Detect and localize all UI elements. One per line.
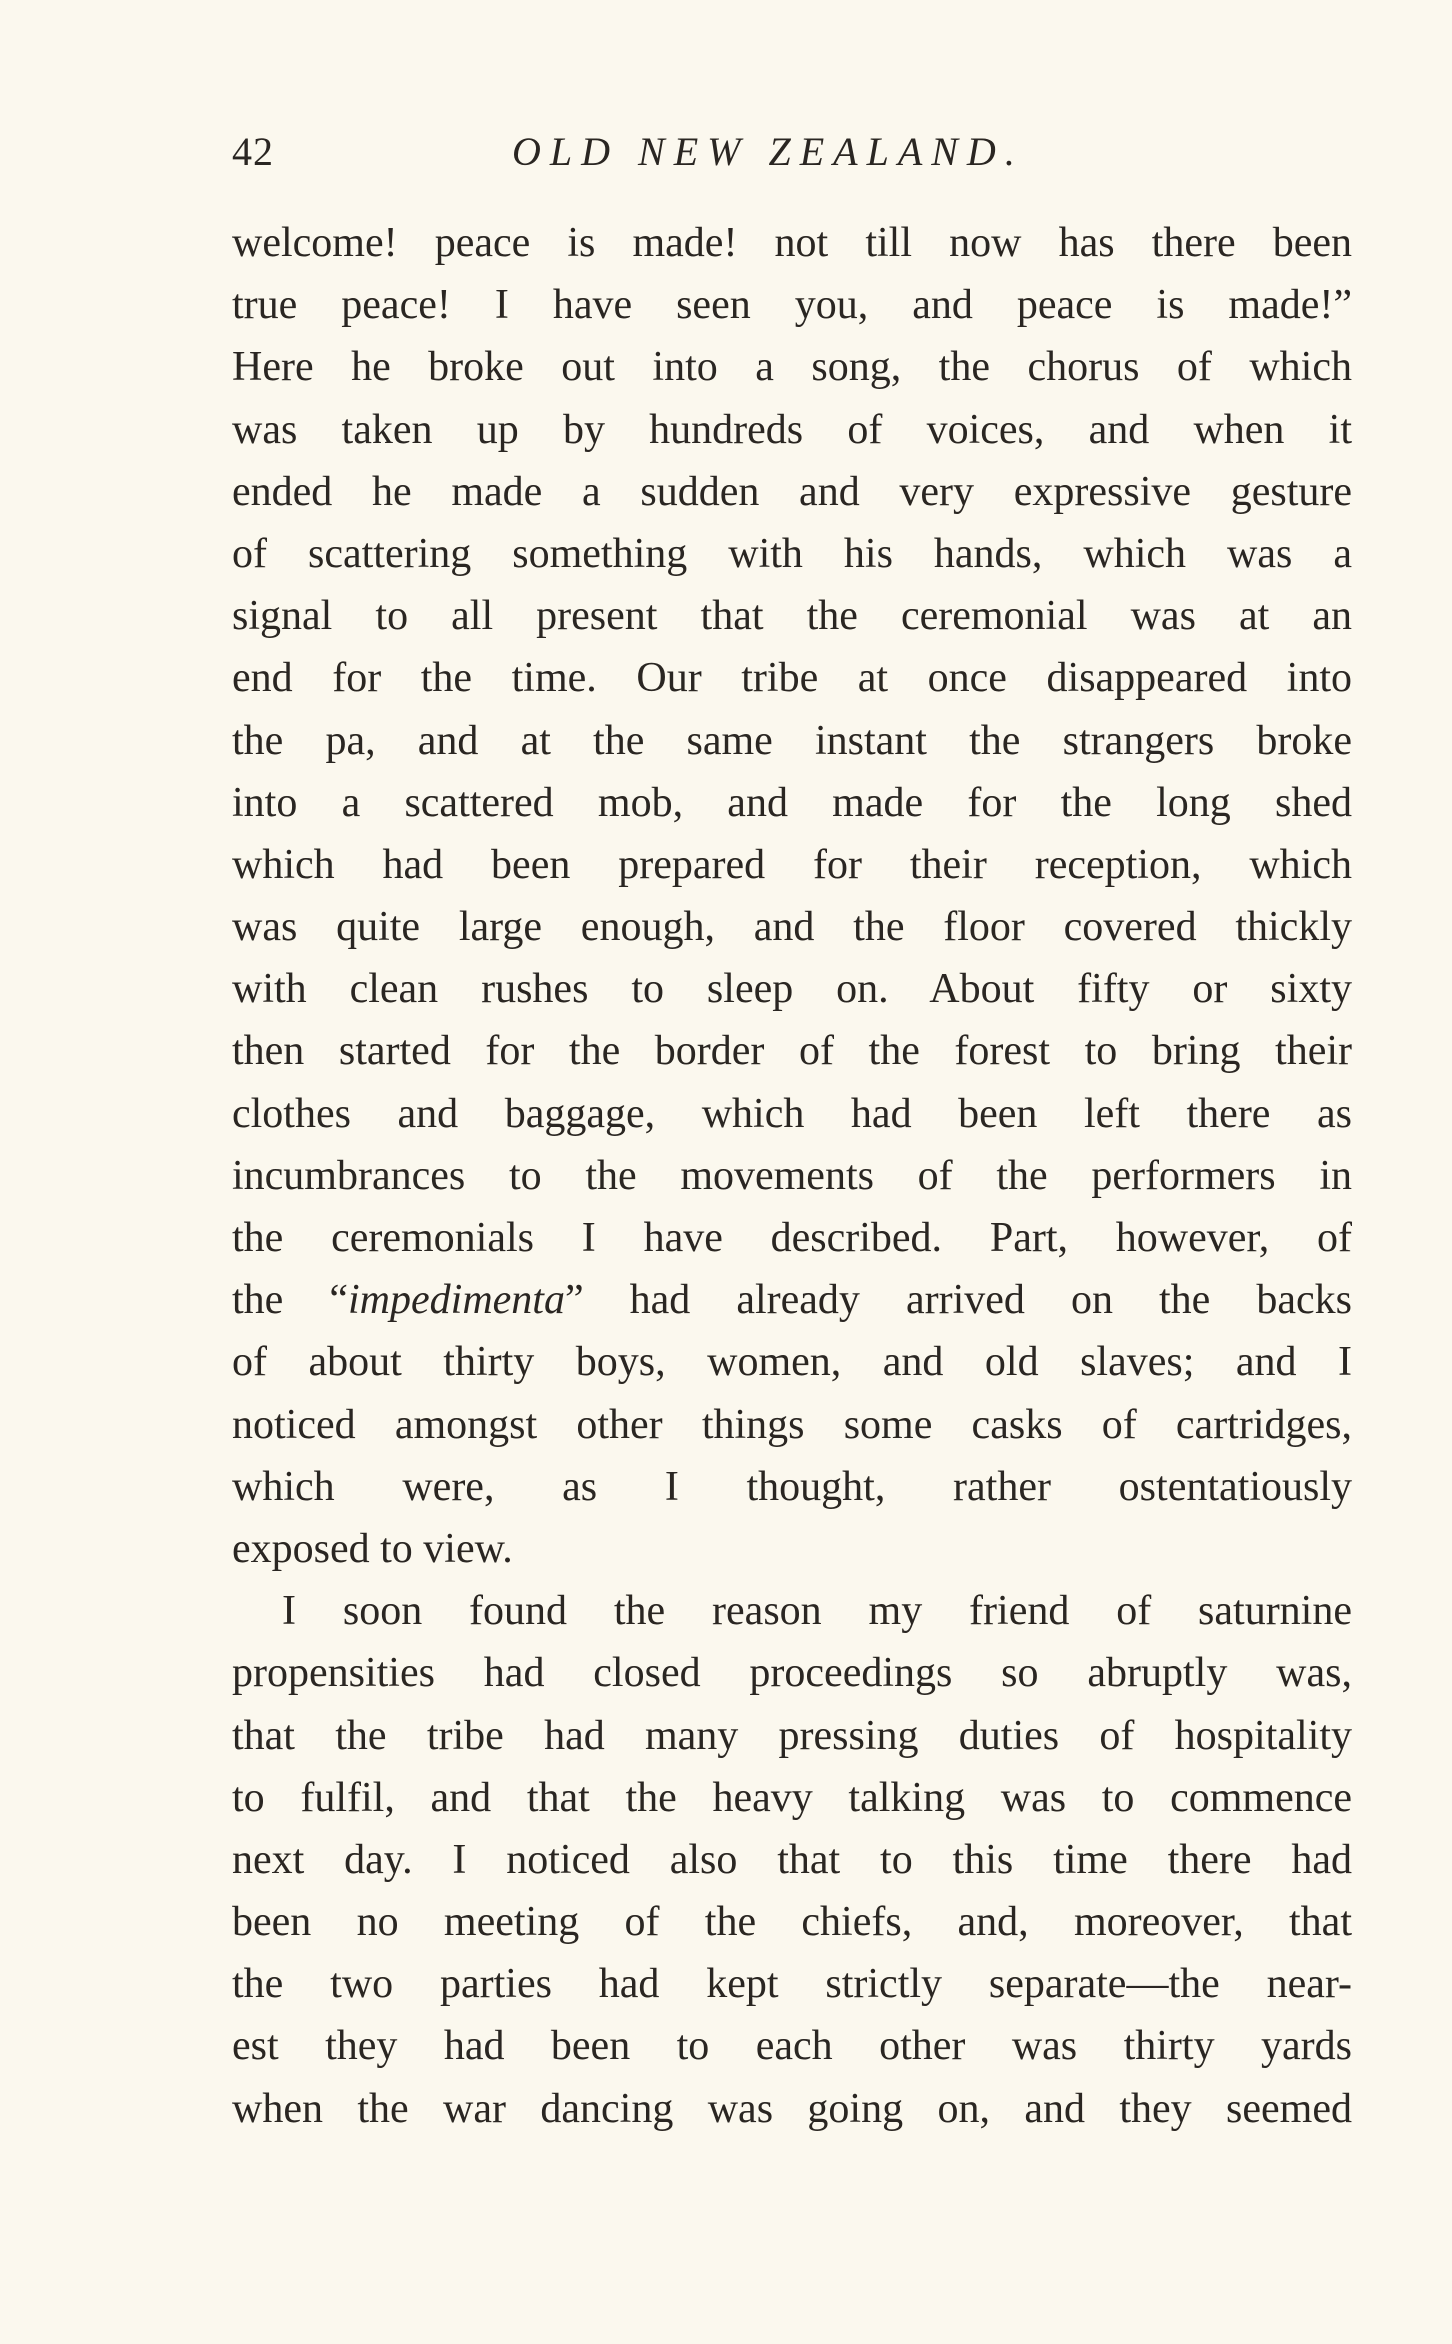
text-line: the ceremonials I have described. Part, however, of xyxy=(232,1215,1352,1261)
text-line-with-italic xyxy=(232,1269,1352,1331)
text-line: which were, as I thought, rather ostentatiously xyxy=(232,1463,1352,1510)
text-line: the pa, and at the same instant the strangers broke xyxy=(232,717,1352,764)
italic-word: impedimenta xyxy=(348,1277,565,1324)
body-text xyxy=(232,212,1352,2140)
running-title: OLD NEW ZEALAND. xyxy=(512,129,1024,174)
paragraph-end-line: exposed to view. xyxy=(232,1525,513,1572)
text-line: clothes and baggage, which had been left there as xyxy=(232,1090,1352,1137)
text-line: when the war dancing was going on, and they seemed xyxy=(232,2085,1352,2132)
text-line: true peace! I have seen you, and peace is made!” xyxy=(232,282,1352,329)
paragraph-start-line: I soon found the reason my friend of saturnine xyxy=(282,1588,1352,1635)
text-line: noticed amongst other things some casks of cartridges, xyxy=(232,1401,1352,1448)
text-line: was quite large enough, and the floor covered thickly xyxy=(232,904,1352,951)
text-fragment: ” had already arrived on the backs xyxy=(564,1277,1353,1324)
text-line: into a scattered mob, and made for the long shed xyxy=(232,779,1352,826)
text-line: that the tribe had many pressing duties of hospitality xyxy=(232,1712,1352,1759)
page-number: 42 xyxy=(232,129,274,174)
text-line: been no meeting of the chiefs, and, moreover, that xyxy=(232,1899,1352,1946)
text-line: was taken up by hundreds of voices, and when it xyxy=(232,406,1352,453)
text-line: Here he broke out into a song, the chorus of which xyxy=(232,344,1352,391)
text-line: next day. I noticed also that to this time there had xyxy=(232,1836,1352,1883)
text-line: signal to all present that the ceremonial was at an xyxy=(232,593,1352,640)
running-head xyxy=(232,128,1352,188)
text-line: propensities had closed proceedings so abruptly was, xyxy=(232,1650,1352,1697)
text-line: then started for the border of the forest to bring their xyxy=(232,1028,1352,1075)
text-line: end for the time. Our tribe at once disappeared into xyxy=(232,655,1352,702)
text-line: of about thirty boys, women, and old slaves; and I xyxy=(232,1339,1352,1386)
text-fragment: the “ xyxy=(232,1277,349,1324)
text-line: to fulfil, and that the heavy talking was to commence xyxy=(232,1774,1352,1821)
text-line: with clean rushes to sleep on. About fifty or sixty xyxy=(232,966,1352,1013)
text-line: est they had been to each other was thirty yards xyxy=(232,2023,1352,2070)
text-line: the two parties had kept strictly separate—the near- xyxy=(232,1961,1352,2008)
text-line: which had been prepared for their reception, which xyxy=(232,841,1352,888)
text-line: ended he made a sudden and very expressive gesture xyxy=(232,468,1352,515)
text-line: incumbrances to the movements of the performers in xyxy=(232,1152,1352,1199)
text-line: of scattering something with his hands, which was a xyxy=(232,530,1352,577)
text-line: welcome! peace is made! not till now has there been xyxy=(232,220,1352,266)
